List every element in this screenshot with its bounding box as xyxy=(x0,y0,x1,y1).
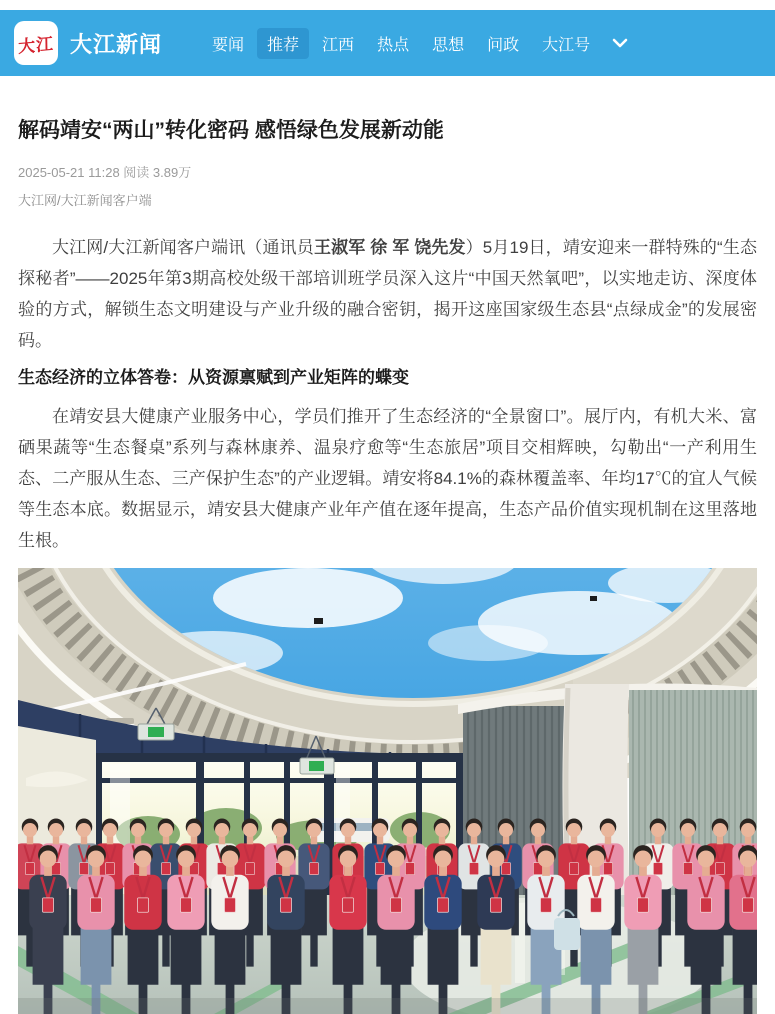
section-subheading: 生态经济的立体答卷：从资源禀赋到产业矩阵的蝶变 xyxy=(18,368,409,388)
chevron-down-icon[interactable] xyxy=(612,38,628,48)
paragraph-2: 在靖安县大健康产业服务中心，学员们推开了生态经济的“全景窗口”。展厅内，有机大米、富硒果蔬等“生态餐桌”系列与森林康养、温泉疗愈等“生态旅居”项目交相辉映，勾勒出“一产利用生态、二产服从生态、三产保护生态”的产业逻辑。靖安将84.1%的森林覆盖率、年均17℃的宜人气候等生态本底。数据显示，靖安县大健康产业年产值在逐年提高，生态产品价值实现机制在这里落地生根。 xyxy=(18,407,757,551)
p1-suffix: ）5月19日，靖安迎来一群特殊的“生态探秘者”——2025年第3期高校处级干部培训班学员深入这片“中国天然氧吧”，以实地走访、深度体验的方式，解锁生态文明建设与产业升级的融合密钥，揭开这座国家级生态县“点绿成金”的发展密码。 xyxy=(18,238,757,351)
article xyxy=(0,117,775,1014)
tab-jiangxi[interactable]: 江西 xyxy=(322,36,355,54)
main-nav xyxy=(202,28,628,59)
ceiling-sensor xyxy=(314,618,323,624)
site-brand[interactable] xyxy=(14,21,162,65)
article-title: 解码靖安“两山”转化密码 感悟绿色发展新动能 xyxy=(18,119,444,142)
tab-dajianghao[interactable]: 大江号 xyxy=(542,36,591,54)
top-strip xyxy=(0,0,775,10)
article-photo xyxy=(18,568,757,1014)
site-header xyxy=(0,10,775,76)
paragraph-1 xyxy=(18,232,757,356)
tab-yaowen[interactable]: 要闻 xyxy=(212,36,245,54)
app-name: 大江新闻 xyxy=(70,31,163,57)
tab-redian[interactable]: 热点 xyxy=(377,36,410,54)
article-source: 大江网/大江新闻客户端 xyxy=(18,193,152,209)
dajiang-logo[interactable] xyxy=(14,21,58,65)
p1-authors: 王淑军 徐 军 饶先发 xyxy=(313,238,466,258)
tab-tuijian[interactable]: 推荐 xyxy=(257,28,309,59)
logo-text: 大江 xyxy=(17,33,55,57)
article-meta: 2025-05-21 11:28 阅读 3.89万 xyxy=(18,165,192,181)
p1-prefix: 大江网/大江新闻客户端讯（通讯员 xyxy=(52,238,314,258)
tab-sixiang[interactable]: 思想 xyxy=(432,36,465,54)
tab-wenzheng[interactable]: 问政 xyxy=(487,36,520,54)
